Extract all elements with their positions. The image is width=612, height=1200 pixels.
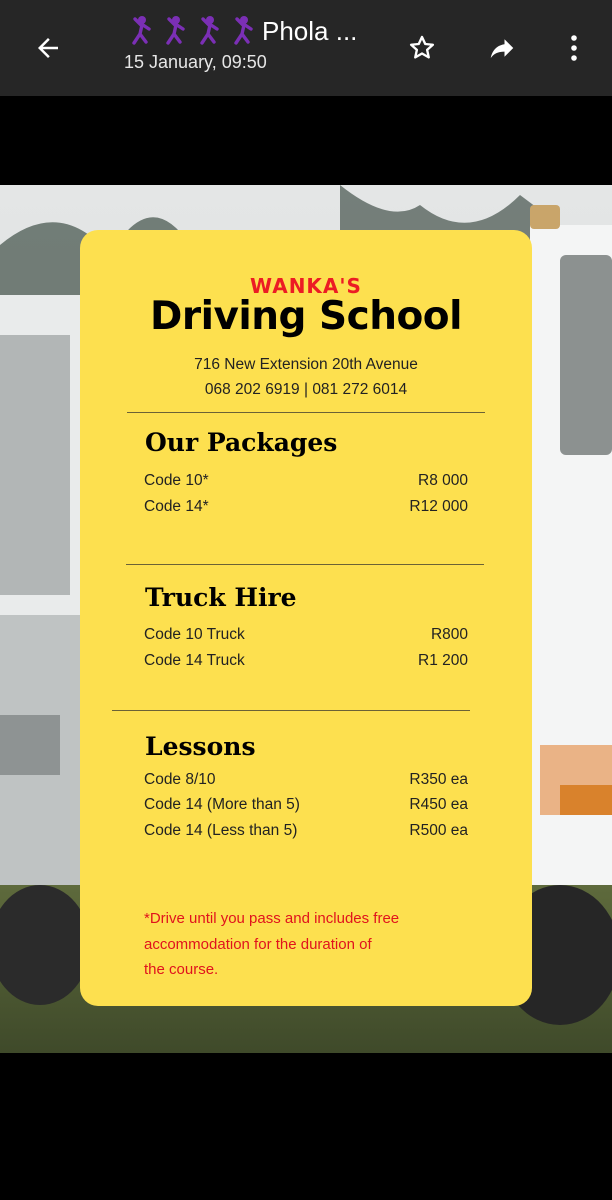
price-value: R12 000 [409,498,468,515]
section-title-lessons: Lessons [145,732,256,761]
section-title-truck-hire: Truck Hire [145,583,297,612]
price-row [144,822,468,840]
price-value: R450 ea [409,796,468,813]
bottom-area [0,1053,612,1200]
price-label: Code 14 (More than 5) [144,796,300,813]
price-row [144,652,468,670]
price-label: Code 10* [144,472,209,489]
section-title-packages: Our Packages [145,428,338,457]
price-row [144,796,468,814]
more-vert-icon [569,33,579,63]
app-bar [0,0,612,96]
back-button[interactable] [22,22,74,74]
divider [127,412,485,413]
divider [126,564,484,565]
price-value: R1 200 [418,652,468,669]
price-row [144,771,468,789]
poster-title: Driving School [150,294,462,339]
price-label: Code 14 Truck [144,652,245,669]
forward-button[interactable] [476,22,528,74]
star-icon [407,33,437,63]
price-row [144,626,468,644]
footnote-line: accommodation for the duration of [144,935,372,953]
price-row [144,472,468,490]
poster-card [80,230,532,1006]
price-value: R500 ea [409,822,468,839]
price-label: Code 8/10 [144,771,216,788]
price-value: R350 ea [409,771,468,788]
dancer-emoji-icon [124,15,158,47]
dancer-emoji-icon [158,15,192,47]
message-timestamp: 15 January, 09:50 [124,52,267,72]
poster-footnote [144,906,484,983]
footnote-line: *Drive until you pass and includes free [144,910,400,927]
dancer-emoji-icon [192,15,226,47]
chat-title-text: Phola ... [262,16,358,46]
price-label: Code 14* [144,498,209,515]
forward-icon [485,33,519,63]
poster-address: 716 New Extension 20th Avenue [194,356,418,373]
price-label: Code 10 Truck [144,626,245,643]
chat-title [124,14,384,48]
price-label: Code 14 (Less than 5) [144,822,298,839]
price-row [144,498,468,516]
chat-header[interactable] [124,14,384,73]
price-value: R800 [430,626,468,643]
star-button[interactable] [396,22,448,74]
back-arrow-icon [33,33,63,63]
price-value: R8 000 [418,472,468,489]
dancer-emoji-icon [226,15,260,47]
footnote-line: the course. [144,961,219,978]
more-options-button[interactable] [548,22,600,74]
poster-phones: 068 202 6919 | 081 272 6014 [204,381,408,398]
poster-brand: WANKA'S [250,274,362,298]
divider [112,710,470,711]
